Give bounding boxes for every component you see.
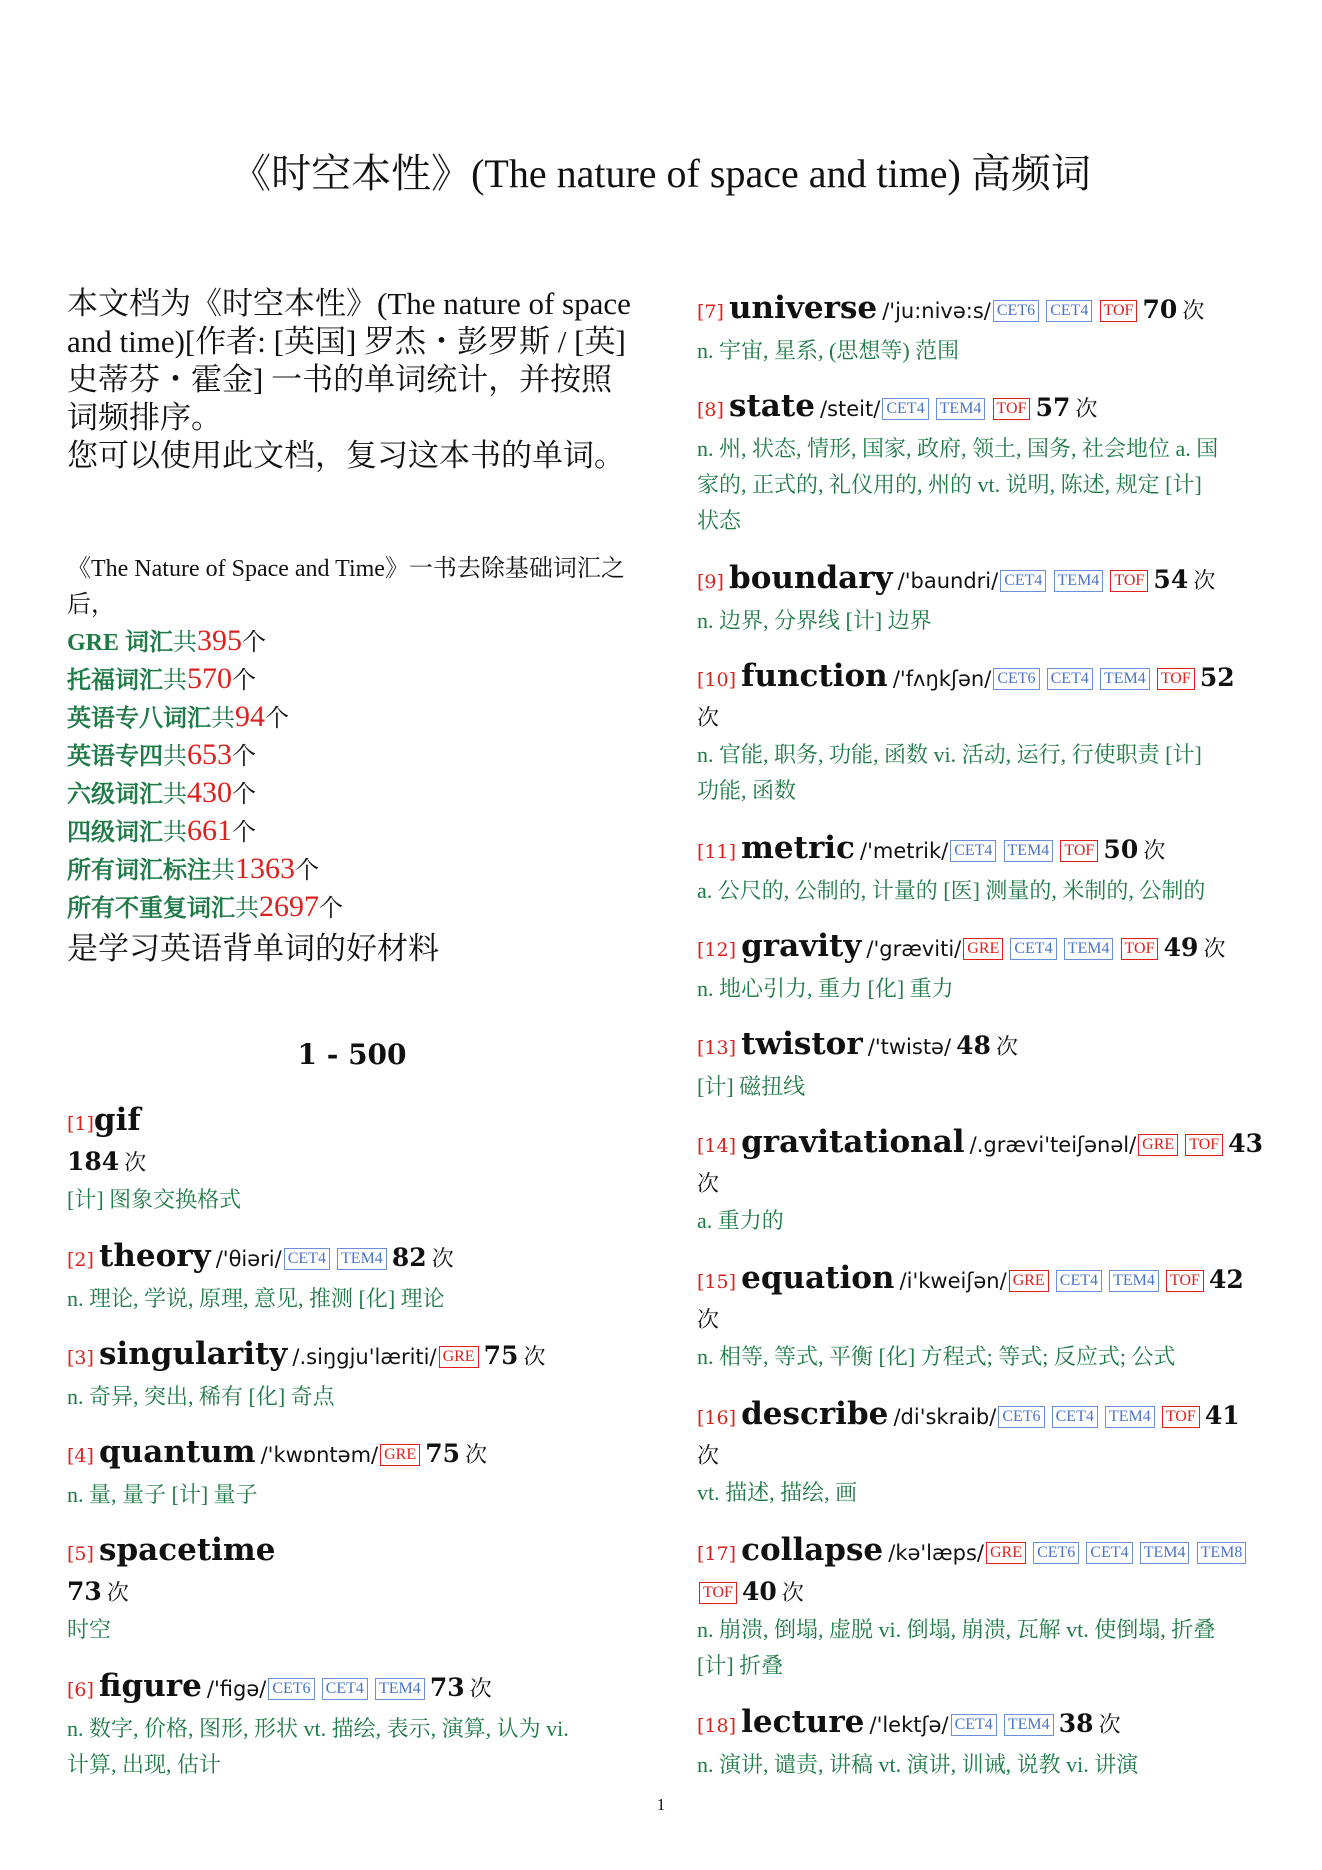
definition: n. 官能, 职务, 功能, 函数 vi. 活动, 运行, 行使职责 [计] [697,742,1202,767]
headword: state [729,388,815,424]
definition: a. 重力的 [697,1208,784,1233]
stat-row-gre: GRE 词汇共395个 [67,624,267,657]
definition: [计] 折叠 [697,1653,784,1678]
headword: collapse [741,1532,884,1568]
tag-badge: TEM4 [936,398,986,420]
word-entry: [10] function /'fʌŋkʃən/ CET6 CET4 TEM4 TOF 52 次 n. 官能, 职务, 功能, 函数 vi. 活动, 运行, 行使职责 [计] 功能, 函数 [697,656,1269,809]
tag-badge: TEM4 [1054,570,1104,592]
tag-badge: TOF [1185,1134,1223,1156]
definition: vt. 描述, 描绘, 画 [697,1480,858,1505]
word-entry: [12] gravity /'græviti/ GRE CET4 TEM4 TOF 49 次 n. 地心引力, 重力 [化] 重力 [697,926,1269,1007]
tag-badge: CET4 [1052,1406,1098,1428]
definition: a. 公尺的, 公制的, 计量的 [医] 测量的, 米制的, 公制的 [697,878,1206,903]
tag-badge: TEM4 [375,1678,425,1700]
stat-row-tem4: 英语专四共653个 [67,738,256,771]
definition: 功能, 函数 [697,778,797,803]
headword: universe [729,290,878,326]
definition: 计算, 出现, 估计 [67,1752,222,1777]
tag-badge: CET6 [998,1406,1044,1428]
word-entry: [3] singularity /.siŋgju'læriti/ GRE 75 次 n. 奇异, 突出, 稀有 [化] 奇点 [67,1334,637,1415]
stat-row-cet6: 六级词汇共430个 [67,776,256,809]
tag-badge: GRE [963,938,1003,960]
headword: equation [741,1260,895,1296]
definition: [计] 磁扭线 [697,1074,806,1099]
headword: quantum [99,1434,256,1470]
word-entry: [7] universe /'ju:nivə:s/ CET6 CET4 TOF 70 次 n. 宇宙, 星系, (思想等) 范围 [697,288,1269,369]
definition: n. 崩溃, 倒塌, 虚脱 vi. 倒塌, 崩溃, 瓦解 vt. 使倒塌, 折叠 [697,1617,1216,1642]
headword: gif [93,1102,141,1138]
tag-badge: CET4 [882,398,928,420]
tag-badge: CET4 [1056,1270,1102,1292]
tag-badge: TOF [1110,570,1148,592]
headword: describe [741,1396,889,1432]
definition: n. 奇异, 突出, 稀有 [化] 奇点 [67,1384,335,1409]
tag-badge: CET4 [951,1714,997,1736]
word-entry: [17] collapse /kə'læps/ GRE CET6 CET4 TEM4 TEM8 TOF 40 次 n. 崩溃, 倒塌, 虚脱 vi. 倒塌, 崩溃, 瓦解 vt. 使倒塌, 折叠 [计] 折叠 [697,1530,1269,1684]
tag-badge: GRE [986,1542,1026,1564]
stats-closing: 是学习英语背单词的好材料 [67,931,439,966]
word-entry: [8] state /steit/ CET4 TEM4 TOF 57 次 n. 州, 状态, 情形, 国家, 政府, 领土, 国务, 社会地位 a. 国 家的, 正式的, 礼仪用的, 州的 vt. 说明, 陈述, 规定 [计] 状态 [697,386,1269,539]
headword: gravitational [741,1124,965,1160]
definition: [计] 图象交换格式 [67,1187,242,1212]
tag-badge: CET4 [950,840,996,862]
tag-badge: CET4 [1010,938,1056,960]
tag-badge: TEM4 [1100,668,1150,690]
word-entry: [2] theory /'θiəri/ CET4 TEM4 82 次 n. 理论, 学说, 原理, 意见, 推测 [化] 理论 [67,1236,637,1317]
word-entry: [1]gif 184 次 [计] 图象交换格式 [67,1100,637,1218]
word-entry: [6] figure /'figə/ CET6 CET4 TEM4 73 次 n. 数字, 价格, 图形, 形状 vt. 描绘, 表示, 演算, 认为 vi. 计算, 出现, 估计 [67,1666,637,1783]
headword: theory [99,1238,211,1274]
word-entry: [11] metric /'metrik/ CET4 TEM4 TOF 50 次 a. 公尺的, 公制的, 计量的 [医] 测量的, 米制的, 公制的 [697,828,1269,909]
tag-badge: TEM4 [1004,1714,1054,1736]
definition: n. 宇宙, 星系, (思想等) 范围 [697,338,960,363]
word-entry: [9] boundary /'baundri/ CET4 TEM4 TOF 54 次 n. 边界, 分界线 [计] 边界 [697,558,1269,639]
stat-row-unique: 所有不重复词汇共2697个 [67,890,343,923]
definition: n. 量, 量子 [计] 量子 [67,1482,258,1507]
intro-paragraph: 您可以使用此文档，复习这本书的单词。 [67,438,625,473]
tag-badge: CET4 [1000,570,1046,592]
headword: boundary [729,560,893,596]
word-entry: [13] twistor /'twistə/ 48 次 [计] 磁扭线 [697,1024,1269,1105]
tag-badge: TEM4 [1140,1542,1190,1564]
tag-badge: GRE [439,1346,479,1368]
headword: spacetime [99,1532,276,1568]
tag-badge: TOF [1162,1406,1200,1428]
tag-badge: GRE [380,1444,420,1466]
word-entry: [15] equation /i'kweiʃən/ GRE CET4 TEM4 TOF 42 次 n. 相等, 等式, 平衡 [化] 方程式; 等式; 反应式; 公式 [697,1258,1269,1375]
definition: 状态 [697,508,742,533]
headword: twistor [741,1026,863,1062]
tag-badge: CET4 [1086,1542,1132,1564]
page-number: 1 [656,1795,666,1814]
definition: n. 理论, 学说, 原理, 意见, 推测 [化] 理论 [67,1286,445,1311]
definition: 家的, 正式的, 礼仪用的, 州的 vt. 说明, 陈述, 规定 [计] [697,472,1202,497]
tag-badge: TOF [993,398,1031,420]
tag-badge: TEM8 [1197,1542,1247,1564]
definition: n. 演讲, 谴责, 讲稿 vt. 演讲, 训诫, 说教 vi. 讲演 [697,1752,1139,1777]
headword: singularity [99,1336,288,1372]
word-entry: [18] lecture /'lektʃə/ CET4 TEM4 38 次 n. 演讲, 谴责, 讲稿 vt. 演讲, 训诫, 说教 vi. 讲演 [697,1702,1269,1783]
word-entry: [4] quantum /'kwɒntəm/ GRE 75 次 n. 量, 量子 [计] 量子 [67,1432,637,1513]
tag-badge: CET4 [322,1678,368,1700]
headword: lecture [741,1704,865,1740]
stat-row-all-tagged: 所有词汇标注共1363个 [67,852,319,885]
definition: 时空 [67,1617,112,1642]
tag-badge: TEM4 [1004,840,1054,862]
tag-badge: TOF [699,1582,737,1604]
tag-badge: CET4 [1046,300,1092,322]
stat-row-tem8: 英语专八词汇共94个 [67,700,289,733]
definition: n. 数字, 价格, 图形, 形状 vt. 描绘, 表示, 演算, 认为 vi. [67,1716,569,1741]
tag-badge: TEM4 [1109,1270,1159,1292]
word-entry: [16] describe /di'skraib/ CET6 CET4 TEM4 TOF 41 次 vt. 描述, 描绘, 画 [697,1394,1269,1511]
intro-paragraph: 本文档为《时空本性》(The nature of space and time)[作者: [英国] 罗杰・彭罗斯 / [英] 史蒂芬・霍金] 一书的单词统计，并按照词频排序。 [67,286,631,435]
tag-badge: CET6 [993,300,1039,322]
tag-badge: CET4 [1047,668,1093,690]
tag-badge: TEM4 [337,1248,387,1270]
word-entry: [5] spacetime 73 次 时空 [67,1530,637,1648]
definition: n. 相等, 等式, 平衡 [化] 方程式; 等式; 反应式; 公式 [697,1344,1176,1369]
definition: n. 州, 状态, 情形, 国家, 政府, 领土, 国务, 社会地位 a. 国 [697,436,1219,461]
stats-lead: 《The Nature of Space and Time》一书去除基础词汇之后， [67,556,625,618]
intro-text [67,285,637,475]
tag-badge: GRE [1009,1270,1049,1292]
tag-badge: TEM4 [1105,1406,1155,1428]
page-title: 《时空本性》(The nature of space and time) 高频词 [231,151,1091,196]
tag-badge: CET6 [993,668,1039,690]
tag-badge: CET4 [284,1248,330,1270]
tag-badge: GRE [1138,1134,1178,1156]
tag-badge: TOF [1060,840,1098,862]
tag-badge: CET6 [1033,1542,1079,1564]
stat-row-toefl: 托福词汇共570个 [67,662,256,695]
definition: n. 边界, 分界线 [计] 边界 [697,608,932,633]
headword: function [741,658,888,694]
tag-badge: TOF [1100,300,1138,322]
headword: metric [741,830,855,866]
word-entry: [14] gravitational /.grævi'teiʃənəl/ GRE TOF 43 次 a. 重力的 [697,1122,1269,1239]
tag-badge: TOF [1121,938,1159,960]
range-heading: 1 - 500 [297,1038,407,1071]
tag-badge: TEM4 [1064,938,1114,960]
tag-badge: TOF [1157,668,1195,690]
definition: n. 地心引力, 重力 [化] 重力 [697,976,954,1001]
headword: figure [99,1668,202,1704]
vocabulary-stats [67,551,637,969]
headword: gravity [741,928,862,964]
tag-badge: TOF [1166,1270,1204,1292]
stat-row-cet4: 四级词汇共661个 [67,814,256,847]
tag-badge: CET6 [268,1678,314,1700]
